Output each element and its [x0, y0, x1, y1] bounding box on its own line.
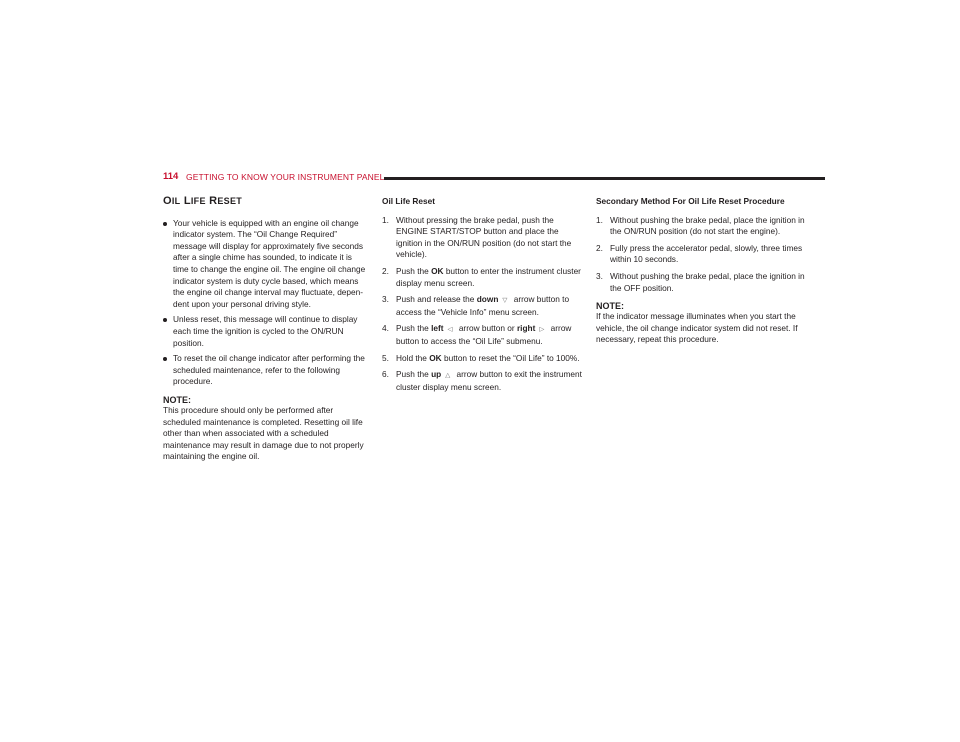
header-rule — [384, 177, 825, 180]
list-item: 2. Push the OK button to enter the instrument cluster display menu screen. — [382, 265, 581, 288]
list-item: 3. Push and release the down ▽ arrow button to access the “Vehicle Info” menu screen. — [382, 294, 570, 317]
list-item: Your vehicle is equipped with an engine oil change indicator system. The “Oil Change Required” message will display for approximately five seconds after a single chime has sounded, to indicate it is time to change the engine oil. The engine oil change indicator system is duty cycle based, which means the engine oil change interval may fluctuate, dependent upon your personal driving style. — [163, 218, 368, 311]
list-item: 3. Without pushing the brake pedal, place the ignition in the OFF position. — [596, 270, 805, 293]
list-item: 2. Fully press the accelerator pedal, slowly, three times within 10 seconds. — [596, 242, 803, 265]
page-heading: OIL LIFE RESET — [163, 195, 243, 207]
oil-life-reset-heading: Oil Life Reset — [382, 196, 436, 206]
up-arrow-icon: △ — [445, 372, 451, 380]
note-text: If the indicator message illuminates when you start the vehicle, the oil change indicator system did not reset. If necessary, repeat this procedure. — [596, 311, 798, 345]
list-item: 6. Push the up △ arrow button to exit the instrument cluster display menu screen. — [382, 369, 582, 392]
note-label: NOTE: — [163, 394, 191, 405]
note-text: This procedure should only be performed after scheduled maintenance is completed. Resetting oil life other than when associated with a scheduled maintenance may result in damage due to not properly maintaining the engine oil. — [163, 404, 364, 462]
intro-bullets — [163, 218, 368, 388]
bullet-icon — [163, 357, 167, 361]
list-item: 4. Push the left ◁ arrow button or right ▷ arrow button to access the “Oil Life” submenu. — [382, 323, 572, 346]
list-item: 1. Without pressing the brake pedal, push the ENGINE START/STOP button and place the ignition in the ON/RUN position (do not start the vehicle). — [382, 214, 572, 260]
down-arrow-icon: ▽ — [502, 297, 508, 305]
note-label: NOTE: — [596, 301, 624, 312]
section-title: GETTING TO KNOW YOUR INSTRUMENT PANEL — [186, 172, 385, 182]
right-arrow-icon: ▷ — [539, 326, 545, 334]
page-header — [163, 171, 825, 185]
bullet-icon — [163, 318, 167, 322]
list-item: To reset the oil change indicator after performing the scheduled maintenance, refer to the following procedure. — [163, 353, 368, 388]
list-item: 5. Hold the OK button to reset the “Oil Life” to 100%. — [382, 352, 580, 363]
secondary-method-heading: Secondary Method For Oil Life Reset Procedure — [596, 196, 785, 206]
column-1 — [163, 196, 368, 463]
page-number: 114 — [163, 171, 179, 182]
bullet-icon — [163, 222, 167, 226]
column-2 — [382, 196, 582, 398]
left-arrow-icon: ◁ — [447, 326, 453, 334]
secondary-method-steps — [596, 215, 806, 295]
list-item: Unless reset, this message will continue to display each time the ignition is cycled to the ON/RUN position. — [163, 314, 368, 349]
column-3 — [596, 196, 806, 346]
list-item: 1. Without pushing the brake pedal, place the ignition in the ON/RUN position (do not start the engine). — [596, 214, 805, 237]
oil-life-reset-steps — [382, 215, 582, 394]
